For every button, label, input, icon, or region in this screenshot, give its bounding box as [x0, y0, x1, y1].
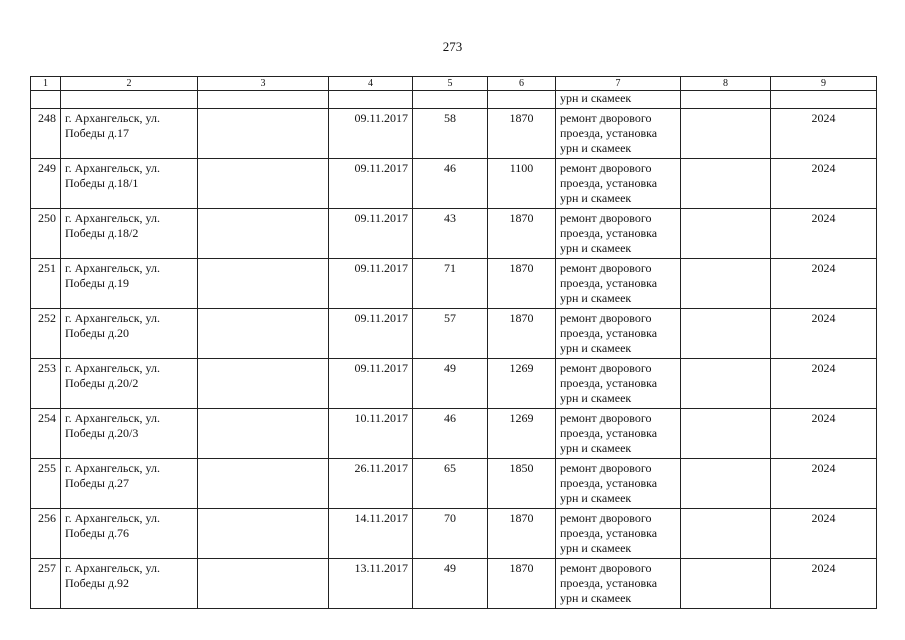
address-cell	[61, 459, 198, 509]
work-line-1: ремонт дворового	[560, 111, 652, 125]
work-line-3: урн и скамеек	[560, 341, 632, 355]
work-line-3: урн и скамеек	[560, 291, 632, 305]
address-line-2: Победы д.27	[65, 476, 130, 490]
date-cell: 09.11.2017	[329, 359, 413, 409]
address-line-1: г. Архангельск, ул.	[65, 561, 160, 575]
address-line-2: Победы д.19	[65, 276, 130, 290]
work-line-1: ремонт дворового	[560, 211, 652, 225]
col6-cell: 1870	[488, 509, 556, 559]
row-number: 248	[31, 109, 61, 159]
work-line-1: ремонт дворового	[560, 561, 652, 575]
row-number: 253	[31, 359, 61, 409]
work-line-2: проезда, установка	[560, 126, 658, 140]
address-cell	[61, 109, 198, 159]
col3-cell	[198, 509, 329, 559]
cell-col8	[681, 91, 771, 109]
col6-cell: 1870	[488, 209, 556, 259]
table-row	[31, 109, 877, 159]
year-cell: 2024	[771, 209, 877, 259]
continuation-row	[31, 91, 877, 109]
col8-cell	[681, 509, 771, 559]
col8-cell	[681, 259, 771, 309]
work-line-2: проезда, установка	[560, 276, 658, 290]
table-row	[31, 509, 877, 559]
col3-cell	[198, 109, 329, 159]
cell-year	[771, 91, 877, 109]
col5-cell: 46	[413, 409, 488, 459]
col3-cell	[198, 209, 329, 259]
address-line-1: г. Архангельск, ул.	[65, 511, 160, 525]
col8-cell	[681, 359, 771, 409]
col8-cell	[681, 159, 771, 209]
col5-cell: 49	[413, 559, 488, 609]
column-header-2: 2	[61, 77, 198, 91]
col8-cell	[681, 209, 771, 259]
date-cell: 13.11.2017	[329, 559, 413, 609]
row-number: 257	[31, 559, 61, 609]
table-body	[31, 77, 877, 609]
column-header-7: 7	[556, 77, 681, 91]
address-line-2: Победы д.20/3	[65, 426, 139, 440]
col5-cell: 49	[413, 359, 488, 409]
cell-address	[61, 91, 198, 109]
work-line-2: проезда, установка	[560, 376, 658, 390]
year-cell: 2024	[771, 509, 877, 559]
work-line-3: урн и скамеек	[560, 591, 632, 605]
table-row	[31, 259, 877, 309]
col8-cell	[681, 459, 771, 509]
col5-cell: 65	[413, 459, 488, 509]
address-cell	[61, 559, 198, 609]
date-cell: 14.11.2017	[329, 509, 413, 559]
col6-cell: 1870	[488, 309, 556, 359]
work-cell	[556, 209, 681, 259]
col6-cell: 1850	[488, 459, 556, 509]
year-cell: 2024	[771, 159, 877, 209]
address-line-1: г. Архангельск, ул.	[65, 411, 160, 425]
column-header-6: 6	[488, 77, 556, 91]
work-cell	[556, 459, 681, 509]
year-cell: 2024	[771, 109, 877, 159]
row-number: 249	[31, 159, 61, 209]
table-row	[31, 559, 877, 609]
work-line-3: урн и скамеек	[560, 241, 632, 255]
address-line-2: Победы д.20	[65, 326, 130, 340]
work-cell	[556, 409, 681, 459]
year-cell: 2024	[771, 459, 877, 509]
address-cell	[61, 259, 198, 309]
address-line-1: г. Архангельск, ул.	[65, 311, 160, 325]
year-cell: 2024	[771, 559, 877, 609]
col3-cell	[198, 159, 329, 209]
column-header-row	[31, 77, 877, 91]
work-line-2: проезда, установка	[560, 576, 658, 590]
year-cell: 2024	[771, 309, 877, 359]
row-number: 252	[31, 309, 61, 359]
year-cell: 2024	[771, 259, 877, 309]
date-cell: 26.11.2017	[329, 459, 413, 509]
work-line-3: урн и скамеек	[560, 491, 632, 505]
col6-cell: 1269	[488, 359, 556, 409]
work-line-2: проезда, установка	[560, 526, 658, 540]
col6-cell: 1870	[488, 259, 556, 309]
work-line-1: ремонт дворового	[560, 261, 652, 275]
cell-work: урн и скамеек	[556, 91, 681, 109]
work-line-1: ремонт дворового	[560, 161, 652, 175]
page-number: 273	[442, 39, 463, 54]
address-cell	[61, 159, 198, 209]
col8-cell	[681, 109, 771, 159]
table-row	[31, 459, 877, 509]
table-row	[31, 159, 877, 209]
year-cell: 2024	[771, 359, 877, 409]
work-cell	[556, 309, 681, 359]
col5-cell: 58	[413, 109, 488, 159]
table-row	[31, 359, 877, 409]
work-cell	[556, 109, 681, 159]
work-line-1: ремонт дворового	[560, 361, 652, 375]
address-line-2: Победы д.18/2	[65, 226, 139, 240]
address-line-1: г. Архангельск, ул.	[65, 111, 160, 125]
date-cell: 09.11.2017	[329, 159, 413, 209]
work-line-1: ремонт дворового	[560, 511, 652, 525]
col3-cell	[198, 459, 329, 509]
address-line-1: г. Архангельск, ул.	[65, 461, 160, 475]
cell-col3	[198, 91, 329, 109]
work-cell	[556, 559, 681, 609]
address-line-1: г. Архангельск, ул.	[65, 211, 160, 225]
work-line-2: проезда, установка	[560, 226, 658, 240]
cell-col6	[488, 91, 556, 109]
work-line-1: ремонт дворового	[560, 461, 652, 475]
address-cell	[61, 209, 198, 259]
col5-cell: 71	[413, 259, 488, 309]
table-row	[31, 209, 877, 259]
row-number: 250	[31, 209, 61, 259]
address-line-2: Победы д.18/1	[65, 176, 139, 190]
col5-cell: 57	[413, 309, 488, 359]
col8-cell	[681, 559, 771, 609]
work-cell	[556, 509, 681, 559]
column-header-8: 8	[681, 77, 771, 91]
cell-date	[329, 91, 413, 109]
col5-cell: 46	[413, 159, 488, 209]
work-line-3: урн и скамеек	[560, 391, 632, 405]
col3-cell	[198, 259, 329, 309]
col8-cell	[681, 309, 771, 359]
col6-cell: 1870	[488, 109, 556, 159]
work-line-3: урн и скамеек	[560, 441, 632, 455]
column-header-5: 5	[413, 77, 488, 91]
year-cell: 2024	[771, 409, 877, 459]
row-number: 254	[31, 409, 61, 459]
work-line-3: урн и скамеек	[560, 541, 632, 555]
address-cell	[61, 309, 198, 359]
date-cell: 09.11.2017	[329, 109, 413, 159]
date-cell: 09.11.2017	[329, 309, 413, 359]
col6-cell: 1870	[488, 559, 556, 609]
work-line-2: проезда, установка	[560, 426, 658, 440]
col6-cell: 1100	[488, 159, 556, 209]
table-row	[31, 409, 877, 459]
col3-cell	[198, 559, 329, 609]
col5-cell: 43	[413, 209, 488, 259]
row-number: 256	[31, 509, 61, 559]
address-line-2: Победы д.92	[65, 576, 130, 590]
col3-cell	[198, 359, 329, 409]
work-cell	[556, 159, 681, 209]
work-line-2: проезда, установка	[560, 326, 658, 340]
row-number: 255	[31, 459, 61, 509]
column-header-3: 3	[198, 77, 329, 91]
col3-cell	[198, 409, 329, 459]
work-cell	[556, 359, 681, 409]
address-line-1: г. Архангельск, ул.	[65, 261, 160, 275]
column-header-9: 9	[771, 77, 877, 91]
work-line-2: проезда, установка	[560, 176, 658, 190]
column-header-1: 1	[31, 77, 61, 91]
col6-cell: 1269	[488, 409, 556, 459]
register-table	[30, 76, 877, 609]
address-line-1: г. Архангельск, ул.	[65, 161, 160, 175]
address-line-2: Победы д.76	[65, 526, 130, 540]
col5-cell: 70	[413, 509, 488, 559]
address-cell	[61, 509, 198, 559]
work-cell	[556, 259, 681, 309]
col8-cell	[681, 409, 771, 459]
address-line-2: Победы д.17	[65, 126, 130, 140]
work-line-1: ремонт дворового	[560, 411, 652, 425]
address-cell	[61, 359, 198, 409]
address-line-2: Победы д.20/2	[65, 376, 139, 390]
date-cell: 09.11.2017	[329, 209, 413, 259]
work-line-2: проезда, установка	[560, 476, 658, 490]
cell-num	[31, 91, 61, 109]
column-header-4: 4	[329, 77, 413, 91]
date-cell: 10.11.2017	[329, 409, 413, 459]
table-row	[31, 309, 877, 359]
address-cell	[61, 409, 198, 459]
work-line-3: урн и скамеек	[560, 191, 632, 205]
work-line-1: ремонт дворового	[560, 311, 652, 325]
cell-col5	[413, 91, 488, 109]
row-number: 251	[31, 259, 61, 309]
work-line-3: урн и скамеек	[560, 141, 632, 155]
col3-cell	[198, 309, 329, 359]
address-line-1: г. Архангельск, ул.	[65, 361, 160, 375]
date-cell: 09.11.2017	[329, 259, 413, 309]
